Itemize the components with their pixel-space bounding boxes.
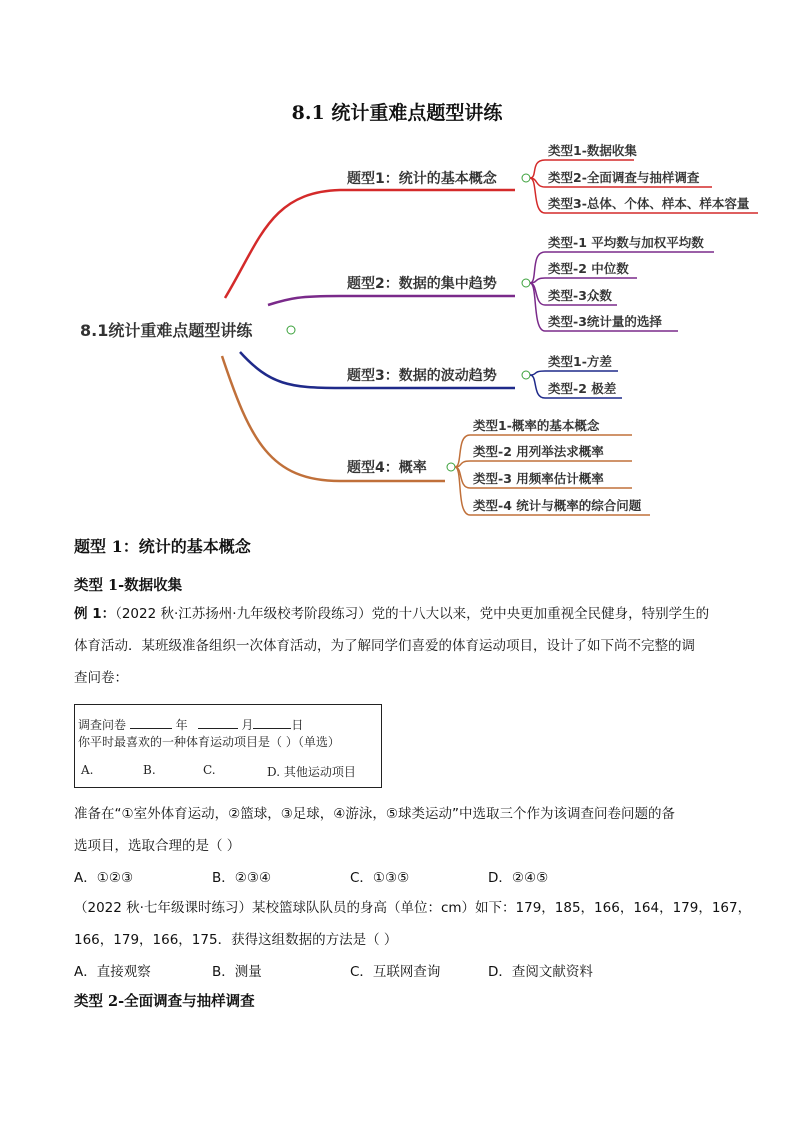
survey-option: A. [81, 763, 94, 777]
survey-month-label: 月 [241, 718, 254, 732]
survey-day-label: 日 [291, 718, 304, 732]
blank-year [130, 717, 172, 729]
leaf-4-3: 类型-3 用频率估计概率 [473, 471, 604, 486]
leaf-2-3: 类型-3众数 [548, 288, 612, 303]
blank-month [198, 717, 238, 729]
subsection-heading-1: 类型 1-数据收集 [74, 577, 183, 594]
example-label: 例 1： [74, 606, 116, 622]
leaf-3-1: 类型1-方差 [548, 354, 612, 369]
leaf-4-2: 类型-2 用列举法求概率 [473, 444, 604, 459]
question-2 [74, 892, 752, 956]
survey-option: D. 其他运动项目 [267, 765, 356, 779]
q2-option-b[interactable]: B．测量 [212, 964, 262, 980]
collapse-icon[interactable] [522, 279, 530, 287]
survey-option: B. [143, 763, 156, 777]
section-heading: 题型 1：统计的基本概念 [74, 537, 251, 556]
leaf-4-1: 类型1-概率的基本概念 [473, 418, 600, 433]
mind-map [0, 0, 794, 530]
q2-option-c[interactable]: C．互联网查询 [350, 964, 441, 980]
q1-option-d[interactable]: D．②④⑤ [488, 870, 549, 886]
survey-question: 你平时最喜欢的一种体育运动项目是（ ）（单选） [78, 735, 340, 749]
survey-year-label: 年 [175, 718, 188, 732]
leaf-2-2: 类型-2 中位数 [548, 261, 629, 276]
leaf-4-4: 类型-4 统计与概率的综合问题 [473, 498, 642, 513]
collapse-icon[interactable] [447, 463, 455, 471]
branch-2-label: 题型2：数据的集中趋势 [347, 276, 497, 292]
survey-box [74, 704, 382, 788]
subsection-heading-2: 类型 2-全面调查与抽样调查 [74, 993, 255, 1010]
question-line: （2022 秋·七年级课时练习）某校篮球队队员的身高（单位：cm）如下：179，185，166，164，179，167， [74, 900, 752, 916]
leaf-2-1: 类型-1 平均数与加权平均数 [548, 235, 704, 250]
example-1 [74, 598, 734, 694]
example-line: （2022 秋·江苏扬州·九年级校考阶段练习）党的十八大以来，党中央更加重视全民健身，特别学生的 [115, 606, 710, 622]
survey-option: C. [203, 763, 216, 777]
q2-option-d[interactable]: D．查阅文献资料 [488, 964, 593, 980]
leaf-1-3: 类型3-总体、个体、样本、样本容量 [548, 196, 750, 211]
leaf-1-2: 类型2-全面调查与抽样调查 [548, 170, 700, 185]
branch-4-label: 题型4：概率 [347, 460, 427, 476]
survey-date-line [78, 716, 303, 733]
mindmap-root-label: 8.1统计重难点题型讲练 [80, 321, 253, 340]
question-line: 准备在“①室外体育运动，②篮球，③足球，④游泳，⑤球类运动”中选取三个作为该调查问卷问题的备 [74, 806, 675, 822]
leaf-2-4: 类型-3统计量的选择 [548, 314, 662, 329]
branch-3-label: 题型3：数据的波动趋势 [347, 368, 497, 384]
q1-option-b[interactable]: B．②③④ [212, 870, 272, 886]
page-title: 8.1 统计重难点题型讲练 [291, 102, 503, 124]
example-line: 体育活动．某班级准备组织一次体育活动，为了解同学们喜爱的体育运动项目，设计了如下尚不完整的调 [74, 638, 695, 654]
collapse-icon[interactable] [287, 326, 295, 334]
q2-option-a[interactable]: A．直接观察 [74, 964, 151, 980]
collapse-icon[interactable] [522, 371, 530, 379]
question-1 [74, 798, 734, 862]
question-line: 选项目，选取合理的是（ ） [74, 838, 241, 854]
question-line: 166，179，166，175．获得这组数据的方法是（ ） [74, 932, 398, 948]
q1-option-a[interactable]: A．①②③ [74, 870, 134, 886]
collapse-icon[interactable] [522, 174, 530, 182]
blank-day [253, 717, 291, 729]
example-line: 查问卷： [74, 670, 128, 686]
survey-title: 调查问卷 [78, 718, 127, 732]
leaf-1-1: 类型1-数据收集 [548, 143, 637, 158]
q1-option-c[interactable]: C．①③⑤ [350, 870, 410, 886]
branch-1-label: 题型1：统计的基本概念 [347, 171, 497, 187]
leaf-3-2: 类型-2 极差 [548, 381, 617, 396]
